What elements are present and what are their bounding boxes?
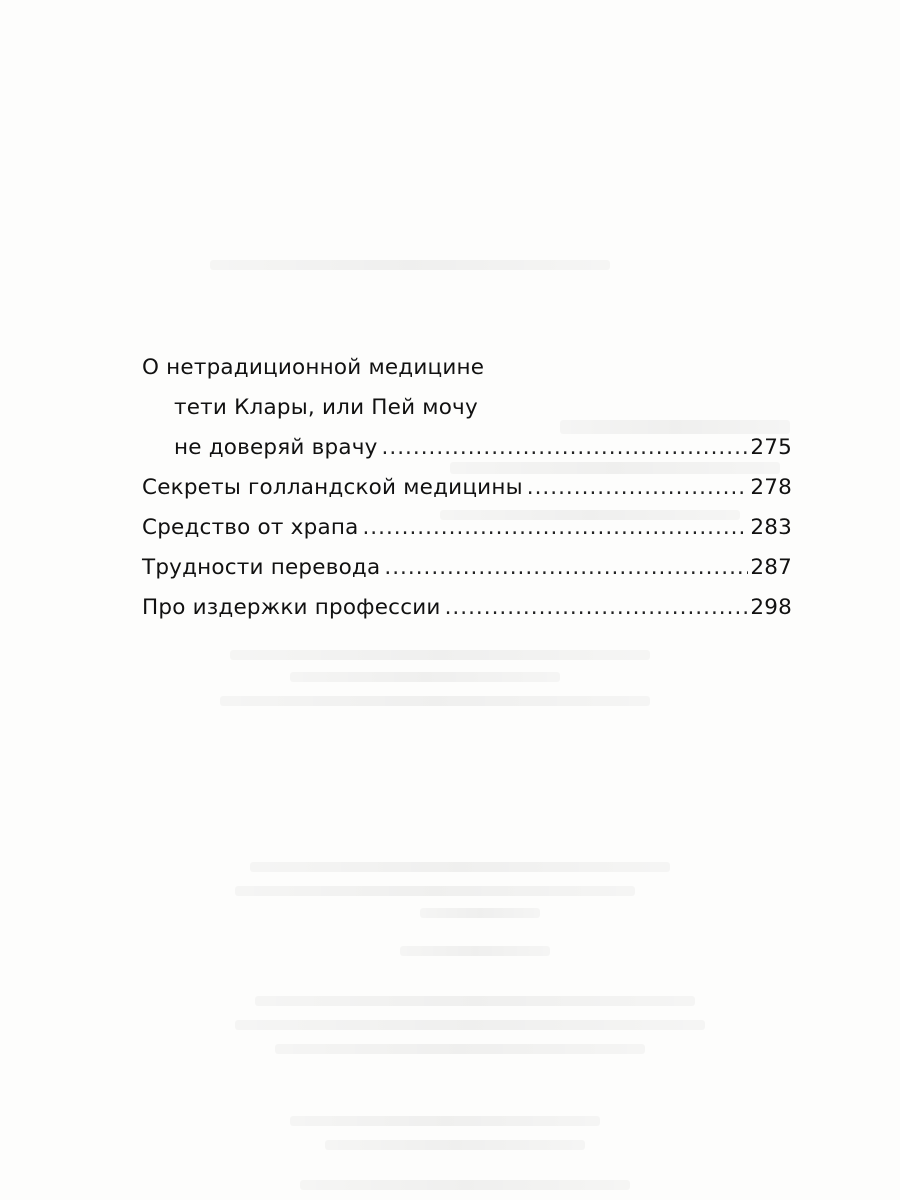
dot-leader	[527, 468, 749, 508]
toc-page-number: 275	[750, 435, 792, 460]
show-through-line	[235, 886, 635, 896]
dot-leader	[382, 428, 749, 468]
show-through-line	[235, 1020, 705, 1030]
toc-entry-title-line: Трудности перевода	[142, 555, 381, 580]
toc-entry-title-line: тети Клары, или Пей мочу	[174, 395, 478, 420]
show-through-line	[290, 1116, 600, 1126]
show-through-line	[275, 1044, 645, 1054]
show-through-line	[230, 650, 650, 660]
toc-entry-title-line: Про издержки профессии	[142, 595, 441, 620]
table-of-contents	[142, 348, 792, 628]
toc-entry-title-line: О нетрадиционной медицине	[142, 355, 485, 380]
show-through-line	[255, 996, 695, 1006]
toc-entry	[142, 468, 792, 508]
toc-entry	[142, 588, 792, 628]
toc-entry-title-line: не доверяй врачу	[174, 435, 378, 460]
toc-page-number: 283	[750, 515, 792, 540]
toc-entry	[142, 508, 792, 548]
toc-page-number: 298	[750, 595, 792, 620]
toc-entry-title-line: Секреты голландской медицины	[142, 475, 523, 500]
show-through-line	[290, 672, 560, 682]
show-through-line	[325, 1140, 585, 1150]
show-through-line	[250, 862, 670, 872]
toc-page-number: 278	[750, 475, 792, 500]
toc-page-number: 287	[750, 555, 792, 580]
toc-entry	[142, 348, 792, 468]
show-through-line	[300, 1180, 630, 1190]
dot-leader	[445, 588, 749, 628]
dot-leader	[384, 548, 748, 588]
dot-leader	[362, 508, 748, 548]
show-through-line	[400, 946, 550, 956]
show-through-line	[220, 696, 650, 706]
toc-entry	[142, 548, 792, 588]
show-through-line	[210, 260, 610, 270]
show-through-line	[420, 908, 540, 918]
toc-entry-title-line: Средство от храпа	[142, 515, 359, 540]
